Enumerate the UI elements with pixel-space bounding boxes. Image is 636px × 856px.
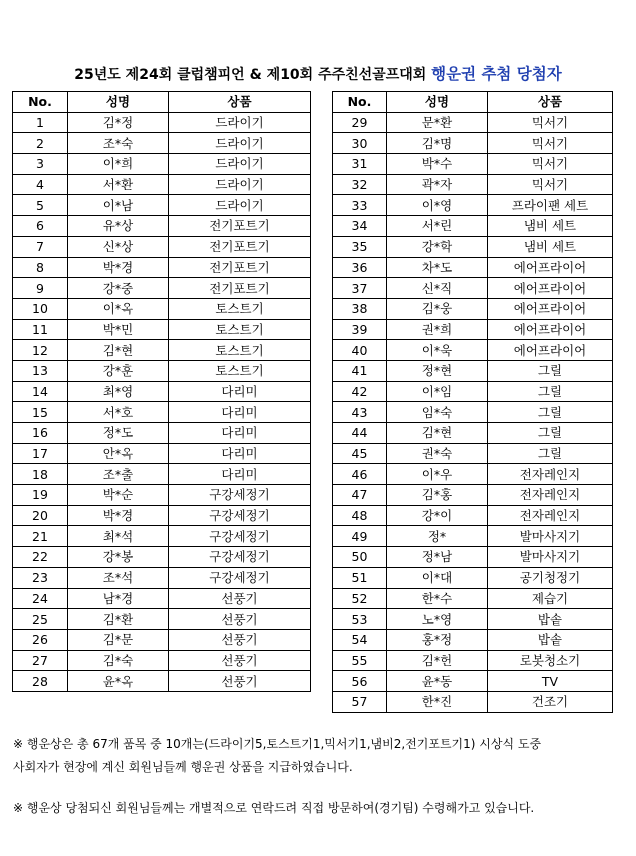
cell-no: 31	[333, 154, 387, 175]
cell-name: 김*숙	[68, 650, 169, 671]
cell-prize: 다리미	[169, 443, 311, 464]
table-row	[13, 381, 311, 402]
cell-no: 52	[333, 588, 387, 609]
table-row	[13, 236, 311, 257]
cell-name: 이*임	[387, 381, 488, 402]
cell-prize: 드라이기	[169, 195, 311, 216]
cell-no: 21	[13, 526, 68, 547]
cell-name: 강*봉	[68, 547, 169, 568]
cell-prize: 믹서기	[488, 112, 613, 133]
cell-prize: 냄비 세트	[488, 216, 613, 237]
note-prize-distribution	[13, 733, 625, 779]
note-line: ※ 행운상 당첨되신 회원님들께는 개별적으로 연락드려 직접 방문하여(경기팀) 수령해가고 있습니다.	[13, 801, 535, 815]
table-row	[333, 567, 613, 588]
table-row	[13, 402, 311, 423]
cell-no: 46	[333, 464, 387, 485]
cell-prize: 구강세정기	[169, 567, 311, 588]
cell-prize: 전기포트기	[169, 257, 311, 278]
note-line: 사회자가 현장에 계신 회원님들께 행운권 상품을 지급하였습니다.	[13, 760, 353, 774]
cell-name: 윤*동	[387, 671, 488, 692]
cell-name: 이*영	[387, 195, 488, 216]
cell-prize: 에어프라이어	[488, 340, 613, 361]
header-prize: 상품	[488, 92, 613, 113]
cell-name: 최*석	[68, 526, 169, 547]
cell-prize: 전자레인지	[488, 485, 613, 506]
cell-name: 이*우	[387, 464, 488, 485]
cell-name: 조*숙	[68, 133, 169, 154]
cell-prize: 전기포트기	[169, 216, 311, 237]
cell-no: 45	[333, 443, 387, 464]
table-row	[13, 319, 311, 340]
cell-prize: 선풍기	[169, 629, 311, 650]
cell-prize: 에어프라이어	[488, 319, 613, 340]
cell-name: 정*남	[387, 547, 488, 568]
cell-no: 9	[13, 278, 68, 299]
cell-prize: 그릴	[488, 360, 613, 381]
cell-no: 47	[333, 485, 387, 506]
cell-name: 임*숙	[387, 402, 488, 423]
cell-no: 20	[13, 505, 68, 526]
table-row	[333, 154, 613, 175]
cell-name: 이*희	[68, 154, 169, 175]
table-row	[13, 505, 311, 526]
cell-name: 권*숙	[387, 443, 488, 464]
table-header-row	[333, 92, 613, 113]
header-name: 성명	[68, 92, 169, 113]
table-row	[13, 609, 311, 630]
cell-name: 곽*자	[387, 174, 488, 195]
cell-prize: 선풍기	[169, 671, 311, 692]
cell-name: 이*대	[387, 567, 488, 588]
cell-no: 50	[333, 547, 387, 568]
cell-prize: 다리미	[169, 423, 311, 444]
cell-prize: 공기청정기	[488, 567, 613, 588]
cell-prize: 그릴	[488, 381, 613, 402]
cell-no: 35	[333, 236, 387, 257]
cell-prize: 전기포트기	[169, 278, 311, 299]
cell-prize: 선풍기	[169, 650, 311, 671]
cell-prize: 에어프라이어	[488, 257, 613, 278]
table-row	[13, 298, 311, 319]
cell-no: 10	[13, 298, 68, 319]
cell-no: 42	[333, 381, 387, 402]
table-row	[333, 443, 613, 464]
cell-no: 55	[333, 650, 387, 671]
cell-no: 57	[333, 691, 387, 712]
table-row	[13, 360, 311, 381]
header-no: No.	[13, 92, 68, 113]
cell-no: 36	[333, 257, 387, 278]
table-row	[13, 629, 311, 650]
cell-no: 11	[13, 319, 68, 340]
header-name: 성명	[387, 92, 488, 113]
cell-prize: 그릴	[488, 443, 613, 464]
cell-name: 박*경	[68, 257, 169, 278]
cell-no: 4	[13, 174, 68, 195]
cell-name: 김*정	[68, 112, 169, 133]
cell-prize: 전기포트기	[169, 236, 311, 257]
table-header-row	[13, 92, 311, 113]
cell-no: 19	[13, 485, 68, 506]
cell-name: 조*출	[68, 464, 169, 485]
table-row	[333, 671, 613, 692]
cell-no: 56	[333, 671, 387, 692]
title-main: 25년도 제24회 클럽챔피언 & 제10회 주주친선골프대회	[74, 67, 427, 83]
table-row	[13, 195, 311, 216]
cell-no: 54	[333, 629, 387, 650]
cell-name: 이*옥	[68, 298, 169, 319]
cell-name: 박*경	[68, 505, 169, 526]
cell-prize: 밥솥	[488, 609, 613, 630]
cell-name: 김*웅	[387, 298, 488, 319]
cell-no: 27	[13, 650, 68, 671]
table-row	[333, 588, 613, 609]
cell-no: 33	[333, 195, 387, 216]
cell-no: 14	[13, 381, 68, 402]
cell-name: 서*환	[68, 174, 169, 195]
cell-prize: 그릴	[488, 402, 613, 423]
cell-prize: 다리미	[169, 402, 311, 423]
table-row	[333, 485, 613, 506]
cell-prize: 건조기	[488, 691, 613, 712]
table-row	[333, 216, 613, 237]
cell-no: 49	[333, 526, 387, 547]
table-row	[13, 485, 311, 506]
cell-no: 26	[13, 629, 68, 650]
cell-name: 이*남	[68, 195, 169, 216]
cell-name: 박*민	[68, 319, 169, 340]
cell-name: 정*	[387, 526, 488, 547]
cell-prize: 발마사지기	[488, 547, 613, 568]
table-row	[333, 402, 613, 423]
cell-prize: 밥솥	[488, 629, 613, 650]
table-row	[333, 547, 613, 568]
table-row	[333, 133, 613, 154]
winners-table-left	[12, 91, 311, 692]
table-row	[333, 381, 613, 402]
cell-prize: 다리미	[169, 381, 311, 402]
table-row	[13, 154, 311, 175]
cell-name: 안*옥	[68, 443, 169, 464]
note-line: ※ 행운상은 총 67개 품목 중 10개는(드라이기5,토스트기1,믹서기1,냄비2,전기포트기1) 시상식 도중	[13, 737, 542, 751]
cell-no: 30	[333, 133, 387, 154]
cell-no: 12	[13, 340, 68, 361]
cell-prize: 에어프라이어	[488, 278, 613, 299]
cell-prize: 드라이기	[169, 154, 311, 175]
table-row	[13, 547, 311, 568]
cell-no: 28	[13, 671, 68, 692]
page-title	[0, 62, 636, 84]
cell-no: 15	[13, 402, 68, 423]
table-row	[13, 257, 311, 278]
cell-no: 7	[13, 236, 68, 257]
cell-name: 신*상	[68, 236, 169, 257]
table-row	[13, 174, 311, 195]
table-row	[333, 340, 613, 361]
cell-no: 1	[13, 112, 68, 133]
cell-prize: 발마사지기	[488, 526, 613, 547]
table-row	[13, 650, 311, 671]
cell-prize: 제습기	[488, 588, 613, 609]
header-no: No.	[333, 92, 387, 113]
cell-prize: 토스트기	[169, 298, 311, 319]
cell-prize: 구강세정기	[169, 505, 311, 526]
table-row	[13, 443, 311, 464]
cell-no: 6	[13, 216, 68, 237]
table-row	[333, 298, 613, 319]
cell-prize: 에어프라이어	[488, 298, 613, 319]
cell-prize: 다리미	[169, 464, 311, 485]
cell-name: 윤*옥	[68, 671, 169, 692]
cell-no: 34	[333, 216, 387, 237]
cell-no: 24	[13, 588, 68, 609]
table-row	[333, 195, 613, 216]
cell-no: 16	[13, 423, 68, 444]
cell-prize: 토스트기	[169, 360, 311, 381]
cell-name: 문*환	[387, 112, 488, 133]
table-row	[13, 423, 311, 444]
cell-name: 박*순	[68, 485, 169, 506]
note-pickup	[13, 797, 625, 820]
cell-prize: 선풍기	[169, 609, 311, 630]
cell-no: 22	[13, 547, 68, 568]
table-row	[13, 133, 311, 154]
cell-name: 김*명	[387, 133, 488, 154]
cell-name: 강*이	[387, 505, 488, 526]
cell-prize: 구강세정기	[169, 485, 311, 506]
cell-name: 김*환	[68, 609, 169, 630]
cell-name: 김*문	[68, 629, 169, 650]
table-row	[13, 278, 311, 299]
cell-name: 노*영	[387, 609, 488, 630]
cell-name: 권*희	[387, 319, 488, 340]
cell-no: 29	[333, 112, 387, 133]
cell-prize: 토스트기	[169, 319, 311, 340]
cell-prize: 전자레인지	[488, 505, 613, 526]
cell-name: 한*수	[387, 588, 488, 609]
cell-prize: 드라이기	[169, 174, 311, 195]
title-highlight: 행운권 추첨 당첨자	[431, 65, 562, 83]
table-row	[333, 174, 613, 195]
cell-name: 정*현	[387, 360, 488, 381]
cell-no: 53	[333, 609, 387, 630]
table-row	[333, 464, 613, 485]
cell-name: 서*린	[387, 216, 488, 237]
cell-no: 25	[13, 609, 68, 630]
cell-no: 3	[13, 154, 68, 175]
cell-prize: 로봇청소기	[488, 650, 613, 671]
cell-name: 유*상	[68, 216, 169, 237]
cell-name: 한*진	[387, 691, 488, 712]
cell-name: 김*현	[68, 340, 169, 361]
cell-name: 서*호	[68, 402, 169, 423]
table-row	[333, 505, 613, 526]
table-row	[333, 691, 613, 712]
cell-no: 41	[333, 360, 387, 381]
table-row	[13, 112, 311, 133]
cell-prize: 구강세정기	[169, 526, 311, 547]
cell-name: 최*영	[68, 381, 169, 402]
cell-no: 44	[333, 423, 387, 444]
cell-name: 김*홍	[387, 485, 488, 506]
cell-name: 홍*정	[387, 629, 488, 650]
cell-name: 강*학	[387, 236, 488, 257]
cell-prize: 믹서기	[488, 133, 613, 154]
table-row	[13, 464, 311, 485]
cell-prize: 믹서기	[488, 154, 613, 175]
cell-name: 신*직	[387, 278, 488, 299]
cell-no: 51	[333, 567, 387, 588]
cell-name: 남*경	[68, 588, 169, 609]
header-prize: 상품	[169, 92, 311, 113]
cell-name: 강*훈	[68, 360, 169, 381]
cell-prize: 믹서기	[488, 174, 613, 195]
cell-no: 32	[333, 174, 387, 195]
cell-no: 8	[13, 257, 68, 278]
cell-no: 5	[13, 195, 68, 216]
table-row	[333, 609, 613, 630]
table-row	[13, 671, 311, 692]
table-row	[13, 216, 311, 237]
winners-table-right	[332, 91, 613, 713]
cell-prize: 선풍기	[169, 588, 311, 609]
cell-no: 23	[13, 567, 68, 588]
table-row	[333, 360, 613, 381]
cell-no: 37	[333, 278, 387, 299]
table-row	[13, 526, 311, 547]
table-row	[333, 278, 613, 299]
cell-no: 48	[333, 505, 387, 526]
cell-name: 조*석	[68, 567, 169, 588]
cell-prize: 드라이기	[169, 133, 311, 154]
table-row	[333, 319, 613, 340]
cell-prize: 구강세정기	[169, 547, 311, 568]
cell-prize: 토스트기	[169, 340, 311, 361]
table-row	[13, 340, 311, 361]
cell-no: 43	[333, 402, 387, 423]
cell-no: 40	[333, 340, 387, 361]
cell-no: 39	[333, 319, 387, 340]
table-row	[333, 423, 613, 444]
table-row	[333, 650, 613, 671]
cell-prize: 드라이기	[169, 112, 311, 133]
cell-name: 정*도	[68, 423, 169, 444]
cell-prize: 프라이팬 세트	[488, 195, 613, 216]
table-row	[333, 112, 613, 133]
cell-no: 2	[13, 133, 68, 154]
table-row	[333, 257, 613, 278]
cell-no: 18	[13, 464, 68, 485]
cell-prize: 냄비 세트	[488, 236, 613, 257]
cell-name: 이*욱	[387, 340, 488, 361]
cell-no: 17	[13, 443, 68, 464]
cell-prize: 전자레인지	[488, 464, 613, 485]
cell-prize: TV	[488, 671, 613, 692]
cell-name: 강*중	[68, 278, 169, 299]
table-row	[333, 526, 613, 547]
table-row	[13, 567, 311, 588]
table-row	[333, 236, 613, 257]
cell-name: 차*도	[387, 257, 488, 278]
table-row	[13, 588, 311, 609]
cell-prize: 그릴	[488, 423, 613, 444]
cell-name: 김*헌	[387, 650, 488, 671]
cell-no: 38	[333, 298, 387, 319]
table-row	[333, 629, 613, 650]
cell-name: 박*수	[387, 154, 488, 175]
cell-name: 김*현	[387, 423, 488, 444]
cell-no: 13	[13, 360, 68, 381]
